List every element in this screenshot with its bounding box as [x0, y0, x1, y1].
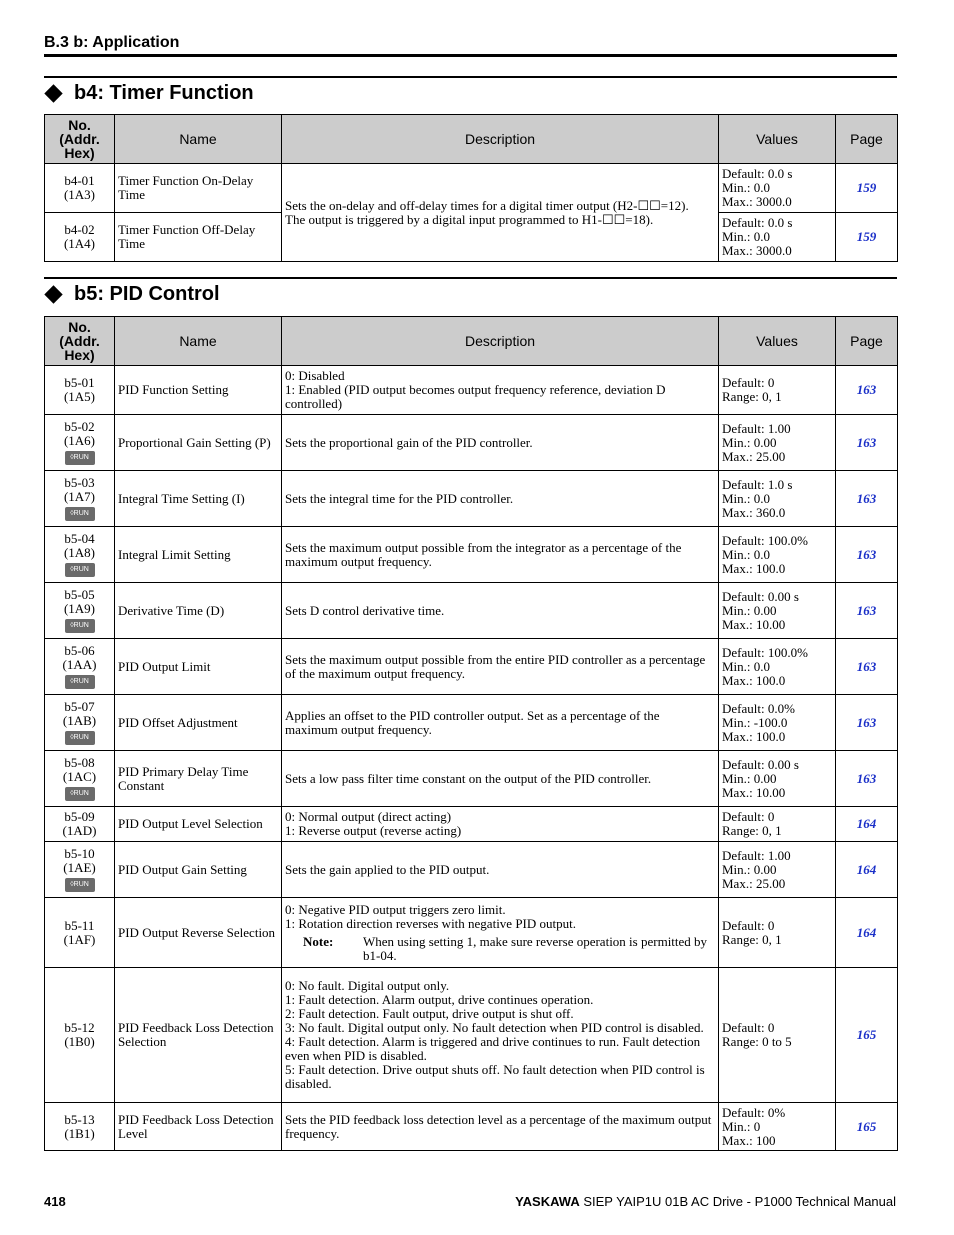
param-number: b5-03 — [64, 475, 95, 490]
param-name: PID Output Reverse Selection — [115, 898, 282, 968]
page-link[interactable]: 159 — [836, 213, 898, 262]
param-address: (1B1) — [64, 1125, 95, 1141]
param-name: Proportional Gain Setting (P) — [115, 415, 282, 471]
page-link[interactable]: 164 — [836, 842, 898, 898]
param-values: Default: 0 Range: 0, 1 — [719, 366, 836, 415]
param-address: (1AB) — [62, 713, 97, 728]
param-address: (1AD) — [62, 823, 97, 838]
param-description-cell — [282, 366, 719, 415]
table-row — [45, 471, 898, 527]
param-name: PID Output Gain Setting — [115, 842, 282, 898]
param-description-cell — [282, 968, 719, 1103]
param-address: (1A8) — [63, 545, 96, 560]
param-name: Integral Limit Setting — [115, 527, 282, 583]
section-heading-b4 — [44, 82, 254, 105]
param-name: PID Feedback Loss Detection Level — [115, 1103, 282, 1151]
param-number: b5-10 — [64, 846, 95, 861]
param-number: b5-06 — [64, 643, 95, 658]
param-values: Default: 0 Range: 0 to 5 — [719, 968, 836, 1103]
param-description: Sets D control derivative time. — [285, 602, 445, 618]
table-row — [45, 807, 898, 842]
note — [285, 935, 715, 963]
param-number: b5-07 — [64, 699, 95, 714]
param-description-cell — [282, 471, 719, 527]
param-values: Default: 0.00 s Min.: 0.00 Max.: 10.00 — [719, 751, 836, 807]
param-description-cell — [282, 527, 719, 583]
param-number: b4-01 — [64, 173, 95, 188]
table-header-row — [45, 115, 898, 164]
param-description: Sets the gain applied to the PID output. — [285, 861, 490, 877]
param-values: Default: 100.0% Min.: 0.0 Max.: 100.0 — [719, 639, 836, 695]
page-link[interactable]: 163 — [836, 639, 898, 695]
param-number: b5-08 — [64, 755, 95, 770]
table-row — [45, 415, 898, 471]
run-icon: ◊RUN — [65, 451, 95, 465]
param-number: b5-04 — [64, 531, 95, 546]
param-name: Timer Function On-Delay Time — [115, 164, 282, 213]
param-no-cell — [45, 213, 115, 262]
param-description: 0: Negative PID output triggers zero limit. 1: Rotation direction reverses with negative PID output. — [285, 901, 576, 931]
param-description-cell — [282, 842, 719, 898]
param-description-cell — [282, 583, 719, 639]
table-row — [45, 164, 898, 213]
param-values: Default: 1.0 s Min.: 0.0 Max.: 360.0 — [719, 471, 836, 527]
page-link[interactable]: 163 — [836, 471, 898, 527]
param-description: Sets a low pass filter time constant on the output of the PID controller. — [285, 770, 652, 786]
page-link[interactable]: 163 — [836, 695, 898, 751]
table-row — [45, 898, 898, 968]
footer-brand: YASKAWA — [515, 1194, 580, 1209]
diamond-bullet-icon — [44, 285, 62, 303]
table-row — [45, 968, 898, 1103]
section-rule-b5 — [44, 277, 897, 279]
param-address: (1AF) — [63, 931, 96, 947]
b4-table-body — [45, 164, 898, 262]
param-address: (1A9) — [63, 601, 96, 616]
param-values: Default: 0.0 s Min.: 0.0 Max.: 3000.0 — [719, 213, 836, 262]
param-description: Sets the proportional gain of the PID controller. — [285, 434, 533, 450]
param-description: Sets the PID feedback loss detection level as a percentage of the maximum output frequency. — [285, 1111, 712, 1141]
table-row — [45, 366, 898, 415]
column-header-no: No. (Addr. Hex) — [45, 317, 115, 366]
b4-parameter-table — [44, 114, 898, 262]
param-number: b5-02 — [64, 419, 95, 434]
param-description: Sets the integral time for the PID controller. — [285, 490, 514, 506]
param-no-cell — [45, 842, 115, 898]
note-text: When using setting 1, make sure reverse operation is permitted by b1-04. — [363, 933, 708, 963]
column-header-name: Name — [115, 317, 282, 366]
param-name: PID Primary Delay Time Constant — [115, 751, 282, 807]
param-address: (1A4) — [63, 236, 96, 251]
param-description: 0: Disabled 1: Enabled (PID output becomes output frequency reference, deviation D controlled) — [285, 368, 666, 411]
header-rule — [44, 54, 897, 57]
param-description: Sets the maximum output possible from the integrator as a percentage of the maximum output frequency. — [285, 539, 682, 569]
param-number: b5-01 — [64, 375, 95, 390]
param-description: 0: Normal output (direct acting) 1: Reverse output (reverse acting) — [285, 809, 462, 838]
param-description-cell — [282, 751, 719, 807]
param-no-cell — [45, 1103, 115, 1151]
page-link[interactable]: 163 — [836, 583, 898, 639]
param-no-cell — [45, 898, 115, 968]
param-name: Integral Time Setting (I) — [115, 471, 282, 527]
param-no-cell — [45, 695, 115, 751]
column-header-values: Values — [719, 317, 836, 366]
param-values: Default: 0.00 s Min.: 0.00 Max.: 10.00 — [719, 583, 836, 639]
diamond-bullet-icon — [44, 84, 62, 102]
run-icon: ◊RUN — [65, 619, 95, 633]
section-heading-b5 — [44, 283, 220, 306]
param-number: b5-09 — [64, 809, 95, 824]
page-link[interactable]: 163 — [836, 415, 898, 471]
section-title: b5: PID Control — [74, 283, 220, 305]
param-name: PID Output Limit — [115, 639, 282, 695]
param-no-cell — [45, 164, 115, 213]
table-row — [45, 639, 898, 695]
table-row — [45, 1103, 898, 1151]
table-row — [45, 527, 898, 583]
param-values: Default: 0% Min.: 0 Max.: 100 — [719, 1103, 836, 1151]
param-description: Sets the maximum output possible from the entire PID controller as a percentage of the maximum output frequency. — [285, 651, 706, 681]
param-description-cell — [282, 898, 719, 968]
param-no-cell — [45, 583, 115, 639]
param-name: PID Offset Adjustment — [115, 695, 282, 751]
param-name: PID Feedback Loss Detection Selection — [115, 968, 282, 1103]
page-link[interactable]: 163 — [836, 751, 898, 807]
param-values: Default: 100.0% Min.: 0.0 Max.: 100.0 — [719, 527, 836, 583]
page-link[interactable]: 163 — [836, 527, 898, 583]
param-description-cell — [282, 164, 719, 262]
column-header-name: Name — [115, 115, 282, 164]
run-icon: ◊RUN — [65, 878, 95, 892]
param-name: PID Function Setting — [115, 366, 282, 415]
column-header-description: Description — [282, 317, 719, 366]
page-link[interactable]: 164 — [836, 898, 898, 968]
param-name: PID Output Level Selection — [115, 807, 282, 842]
column-header-page: Page — [836, 317, 898, 366]
param-description-cell — [282, 1103, 719, 1151]
column-header-values: Values — [719, 115, 836, 164]
footer-page-number: 418 — [44, 1194, 66, 1209]
param-values: Default: 0.0% Min.: -100.0 Max.: 100.0 — [719, 695, 836, 751]
page-link[interactable]: 163 — [836, 366, 898, 415]
param-no-cell — [45, 807, 115, 842]
page-link[interactable]: 164 — [836, 807, 898, 842]
section-title: b4: Timer Function — [74, 82, 254, 104]
param-description-cell — [282, 415, 719, 471]
b5-parameter-table — [44, 316, 898, 1151]
run-icon: ◊RUN — [65, 675, 95, 689]
table-row — [45, 583, 898, 639]
param-no-cell — [45, 639, 115, 695]
param-no-cell — [45, 968, 115, 1103]
column-header-no: No. (Addr. Hex) — [45, 115, 115, 164]
param-address: (1B0) — [64, 1034, 95, 1049]
param-no-cell — [45, 527, 115, 583]
param-number: b5-05 — [64, 587, 95, 602]
footer-manual-title — [515, 1194, 896, 1209]
run-icon: ◊RUN — [65, 787, 95, 801]
param-address: (1AC) — [62, 769, 97, 784]
param-no-cell — [45, 471, 115, 527]
footer-manual-name: SIEP YAIP1U 01B AC Drive - P1000 Technical Manual — [583, 1194, 896, 1209]
run-icon: ◊RUN — [65, 507, 95, 521]
param-address: (1AA) — [62, 657, 97, 672]
param-description-cell — [282, 695, 719, 751]
b5-table-body — [45, 366, 898, 1151]
table-row — [45, 695, 898, 751]
run-icon: ◊RUN — [65, 731, 95, 745]
param-description: Sets the on-delay and off-delay times for a digital timer output (H2-☐☐=12). The output is triggered by a digital input programmed to H1-☐☐=18). — [285, 197, 689, 227]
table-header-row — [45, 317, 898, 366]
param-description-cell — [282, 807, 719, 842]
param-name: Derivative Time (D) — [115, 583, 282, 639]
param-values: Default: 0 Range: 0, 1 — [719, 807, 836, 842]
section-rule-b4 — [44, 76, 897, 78]
page-link[interactable]: 165 — [836, 1103, 898, 1151]
param-address: (1A5) — [63, 389, 96, 404]
run-icon: ◊RUN — [65, 563, 95, 577]
param-number: b5-12 — [64, 1020, 95, 1035]
table-row — [45, 751, 898, 807]
param-no-cell — [45, 366, 115, 415]
column-header-description: Description — [282, 115, 719, 164]
param-number: b5-11 — [64, 917, 95, 933]
note-label: Note: — [303, 933, 334, 949]
param-description: Applies an offset to the PID controller output. Set as a percentage of the maximum output frequency. — [285, 707, 660, 737]
param-no-cell — [45, 751, 115, 807]
param-description: 0: No fault. Digital output only. 1: Fault detection. Alarm output, drive continues operation. 2: Fault detection. Fault output, drive output is shut off. 3: No fault. Digital output only. No fault detection when PID control is disabled. 4: Fault detection. Alarm is triggered and drive continues to run. Fault detection even when PID is disabled. 5: Fault detection. Drive output shuts off. No fault detection when PID control is disabled. — [285, 978, 705, 1091]
param-values: Default: 0 Range: 0, 1 — [719, 898, 836, 968]
param-number: b5-13 — [64, 1111, 95, 1127]
table-row — [45, 842, 898, 898]
param-address: (1A3) — [63, 187, 96, 202]
running-header-title: B.3 b: Application — [44, 34, 180, 51]
param-address: (1AE) — [63, 860, 96, 875]
param-values: Default: 1.00 Min.: 0.00 Max.: 25.00 — [719, 415, 836, 471]
page-link[interactable]: 159 — [836, 164, 898, 213]
param-description-cell — [282, 639, 719, 695]
param-values: Default: 1.00 Min.: 0.00 Max.: 25.00 — [719, 842, 836, 898]
param-name: Timer Function Off-Delay Time — [115, 213, 282, 262]
page-link[interactable]: 165 — [836, 968, 898, 1103]
param-address: (1A6) — [63, 433, 96, 448]
column-header-page: Page — [836, 115, 898, 164]
param-values: Default: 0.0 s Min.: 0.0 Max.: 3000.0 — [719, 164, 836, 213]
param-number: b4-02 — [64, 222, 95, 237]
param-address: (1A7) — [63, 489, 96, 504]
param-no-cell — [45, 415, 115, 471]
